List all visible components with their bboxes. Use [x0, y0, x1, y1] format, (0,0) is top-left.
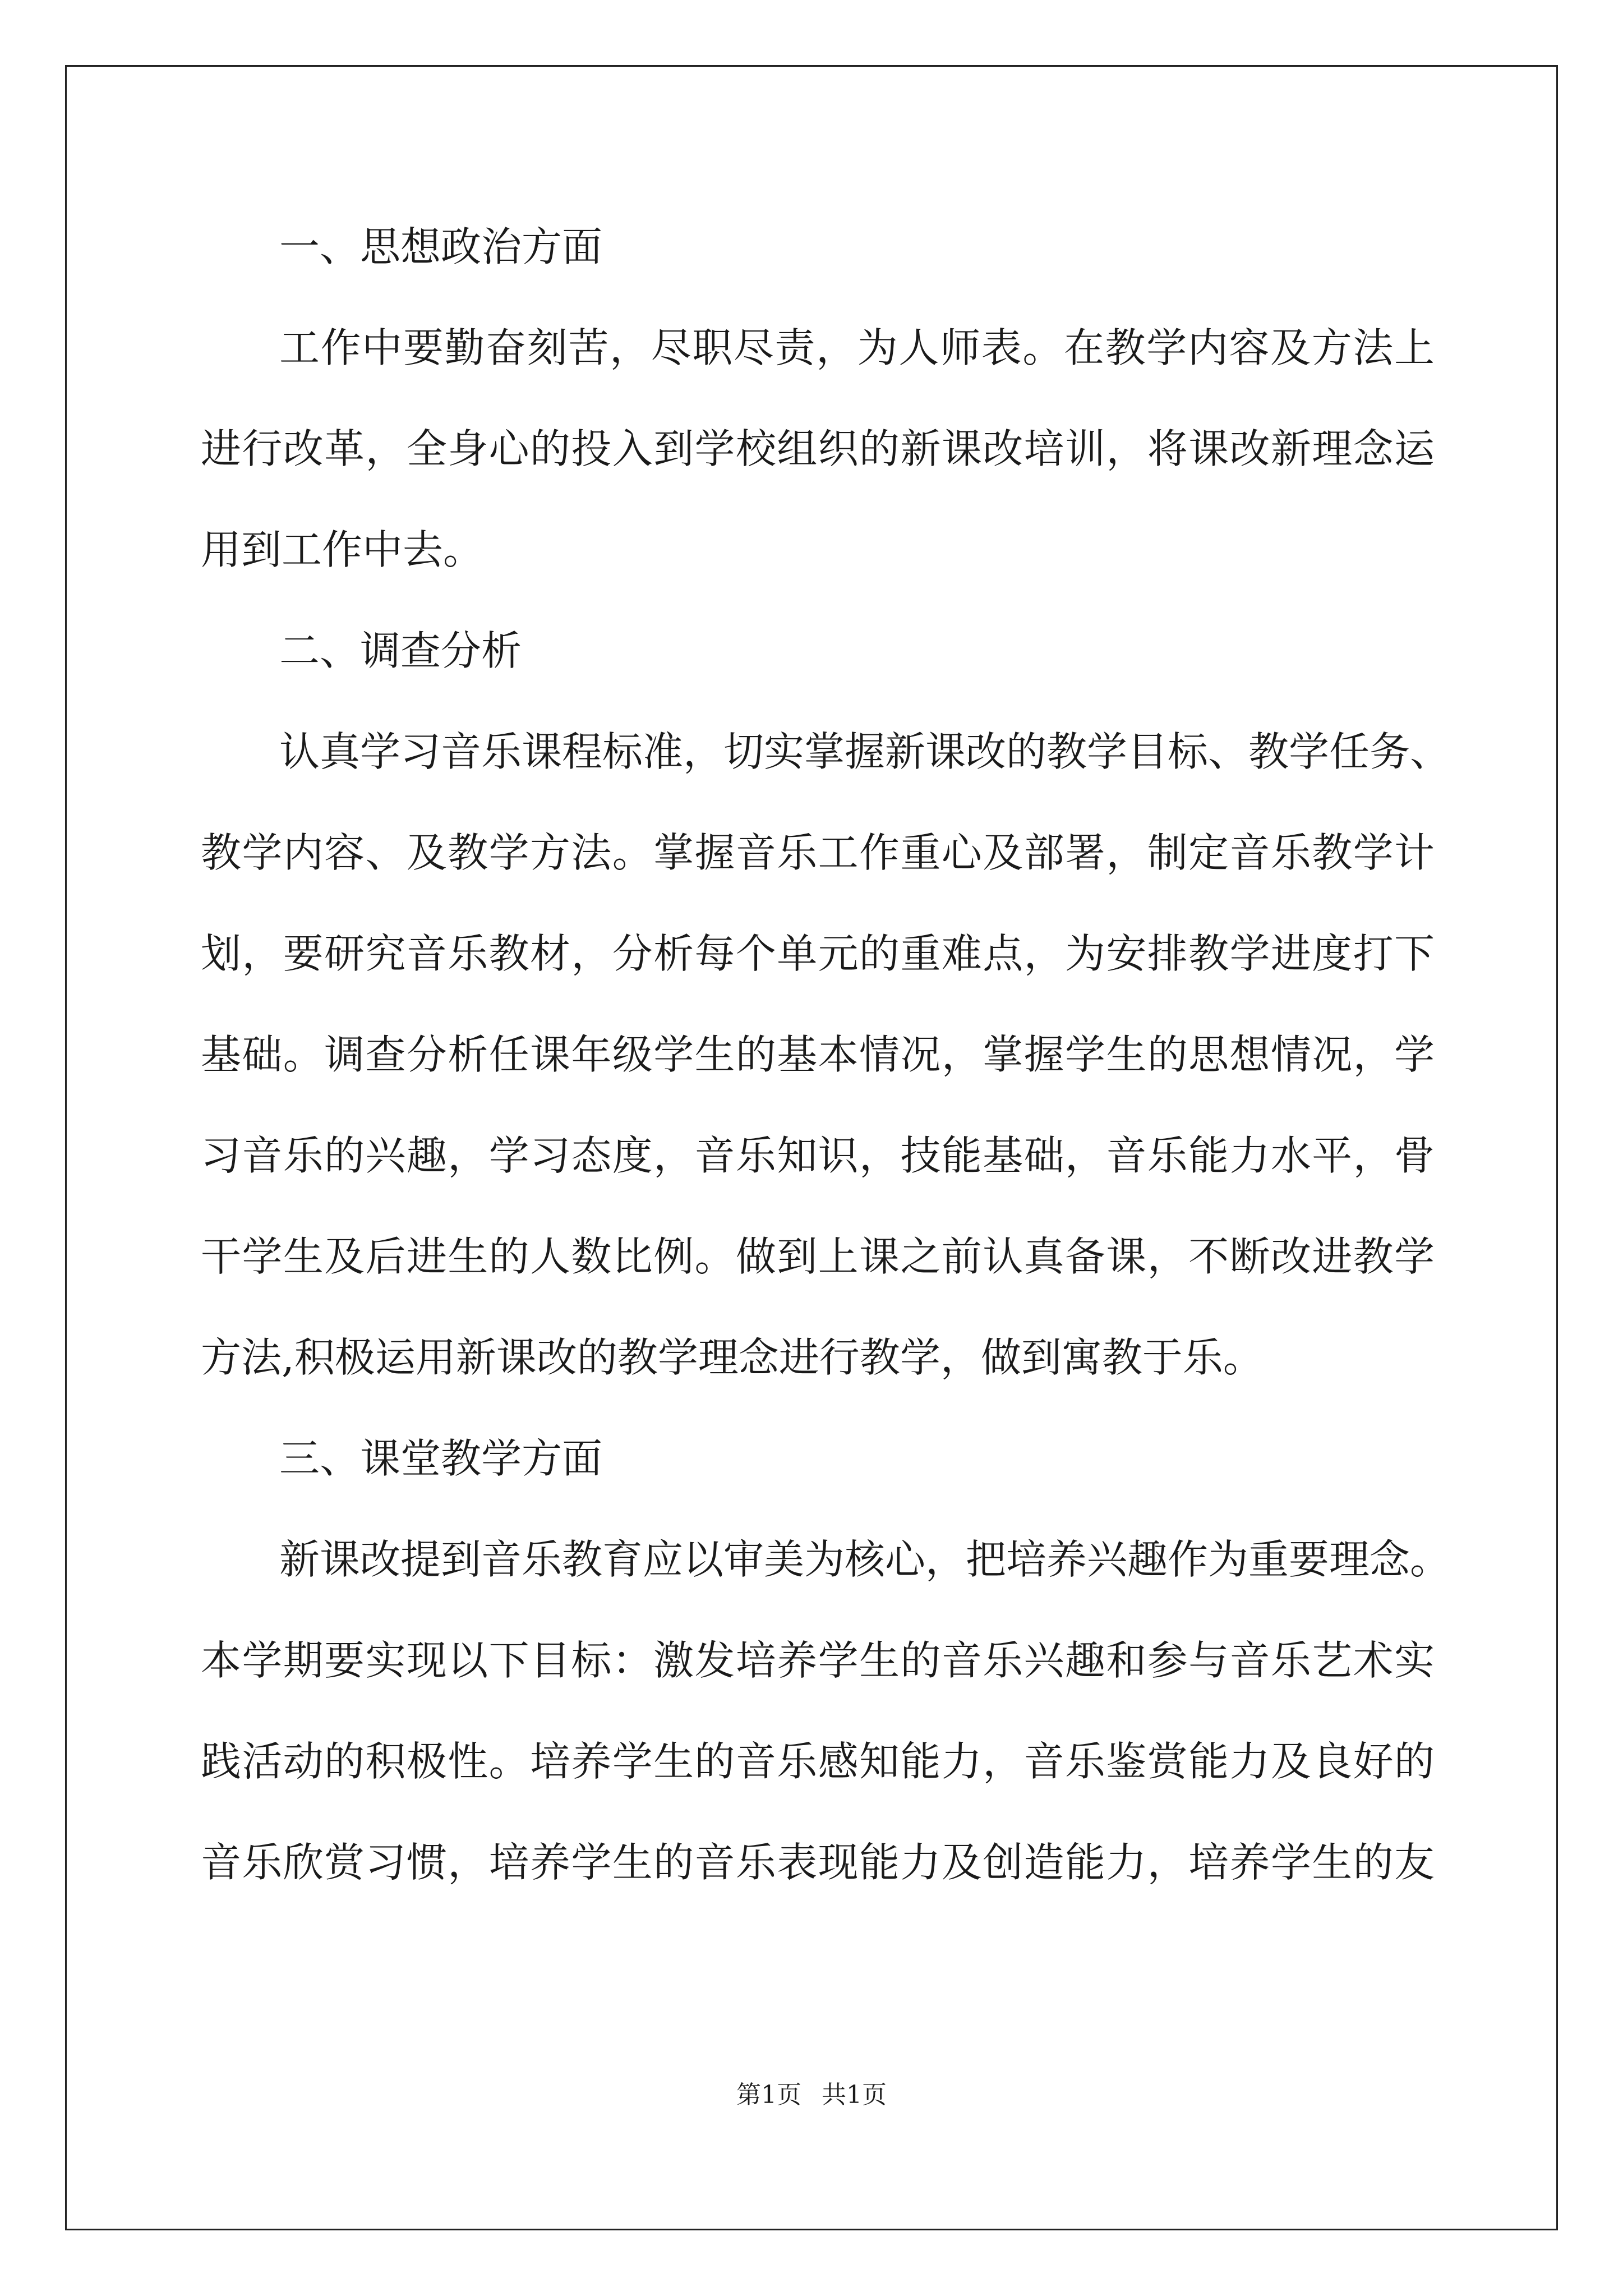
section-heading-2: 二、调查分析 — [279, 627, 522, 674]
paragraph-line: 认真学习音乐课程标准，切实掌握新课改的教学目标、教学任务、 — [279, 728, 1451, 775]
paragraph-line: 工作中要勤奋刻苦，尽职尽责，为人师表。在教学内容及方法上 — [279, 324, 1435, 371]
paragraph-line: 干学生及后进生的人数比例。做到上课之前认真备课，不断改进教学 — [201, 1233, 1435, 1280]
paragraph-line: 音乐欣赏习惯，培养学生的音乐表现能力及创造能力，培养学生的友 — [201, 1839, 1435, 1886]
page-footer — [0, 2078, 1623, 2112]
paragraph-line: 习音乐的兴趣，学习态度，音乐知识，技能基础，音乐能力水平，骨 — [201, 1132, 1435, 1179]
paragraph-line: 方法,积极运用新课改的教学理念进行教学，做到寓教于乐。 — [201, 1334, 1264, 1381]
paragraph-line: 本学期要实现以下目标：激发培养学生的音乐兴趣和参与音乐艺术实 — [201, 1637, 1435, 1684]
section-heading-1: 一、思想政治方面 — [279, 223, 603, 270]
paragraph-line: 新课改提到音乐教育应以审美为核心，把培养兴趣作为重要理念。 — [279, 1536, 1451, 1583]
page-number-total: 共1页 — [822, 2081, 887, 2109]
section-heading-3: 三、课堂教学方面 — [279, 1435, 603, 1482]
paragraph-line: 用到工作中去。 — [201, 526, 484, 573]
paragraph-line: 划，要研究音乐教材，分析每个单元的重难点，为安排教学进度打下 — [201, 930, 1435, 977]
paragraph-line: 进行改革，全身心的投入到学校组织的新课改培训，将课改新理念运 — [201, 425, 1435, 472]
paragraph-line: 教学内容、及教学方法。掌握音乐工作重心及部署，制定音乐教学计 — [201, 829, 1435, 876]
page-number-current: 第1页 — [736, 2081, 801, 2109]
paragraph-line: 基础。调查分析任课年级学生的基本情况，掌握学生的思想情况，学 — [201, 1031, 1435, 1078]
paragraph-line: 践活动的积极性。培养学生的音乐感知能力，音乐鉴赏能力及良好的 — [201, 1738, 1435, 1785]
